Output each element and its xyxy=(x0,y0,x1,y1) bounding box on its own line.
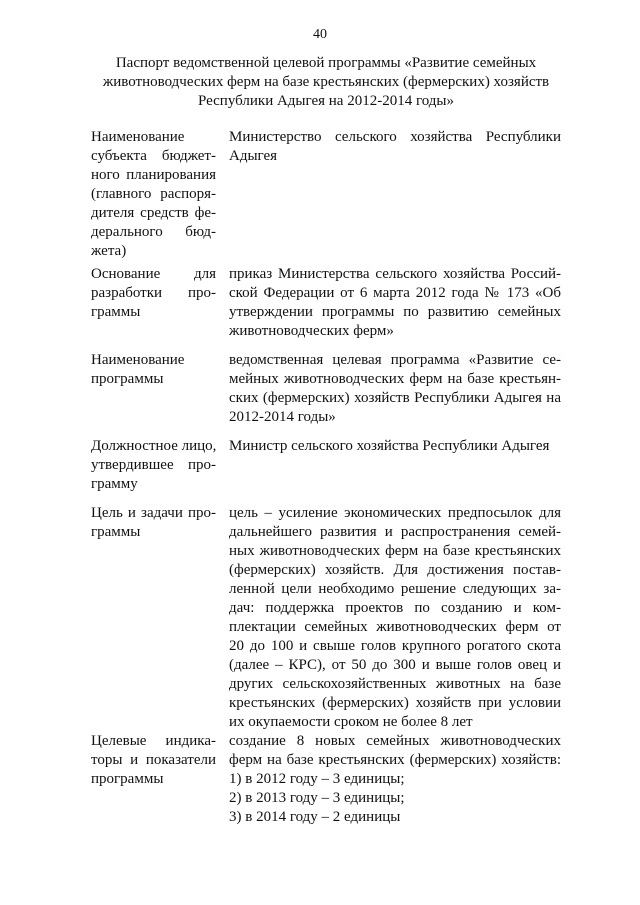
value-line: ских (фермерских) хозяйств Республики Адыгея на xyxy=(229,390,561,406)
value-line: ферм на базе крестьянских (фермерских) хозяйств: xyxy=(229,752,561,768)
value-line: 2) в 2013 году – 3 единицы; xyxy=(229,790,405,806)
label-line: Основание для xyxy=(91,266,216,282)
label-line: граммы xyxy=(91,304,141,320)
label-line: Целевые индика- xyxy=(91,733,216,749)
page-number: 40 xyxy=(313,27,327,42)
label-line: утвердившее про- xyxy=(91,457,216,473)
value-line: ской Федерации от 6 марта 2012 года № 173 «Об xyxy=(229,285,561,301)
value-line: крестьянских (фермерских) хозяйств при условии xyxy=(229,695,561,711)
row-label xyxy=(91,437,216,494)
row-value xyxy=(229,351,561,427)
document-title xyxy=(92,54,560,111)
label-line: грамму xyxy=(91,476,138,492)
value-line: дач: поддержка проектов по созданию и ком- xyxy=(229,600,561,616)
row-label xyxy=(91,265,216,322)
label-line: дителя средств фе- xyxy=(91,205,216,221)
label-line: программы xyxy=(91,771,164,787)
value-line: создание 8 новых семейных животноводческих xyxy=(229,733,561,749)
label-line: жета) xyxy=(91,243,127,259)
row-value xyxy=(229,265,561,341)
label-line: (главного распоря- xyxy=(91,186,216,202)
label-line: разработки про- xyxy=(91,285,216,301)
row-value xyxy=(229,732,561,827)
label-line: субъекта бюджет- xyxy=(91,148,216,164)
row-value xyxy=(229,437,561,456)
label-line: дерального бюд- xyxy=(91,224,216,240)
value-line: других сельскохозяйственных животных на базе xyxy=(229,676,561,692)
value-line: Адыгея xyxy=(229,148,278,164)
value-line: дальнейшего развития и распространения семей- xyxy=(229,524,561,540)
value-line: их окупаемости сроком не более 8 лет xyxy=(229,714,473,730)
value-line: ленной цели необходимо решение следующих за- xyxy=(229,581,561,597)
row-label xyxy=(91,128,216,261)
label-line: Цель и задачи про- xyxy=(91,505,216,521)
value-line: ных животноводческих ферм на базе крестьянских xyxy=(229,543,561,559)
label-line: Наименование xyxy=(91,352,185,368)
label-line: торы и показатели xyxy=(91,752,216,768)
value-line: плектации семейных животноводческих ферм от xyxy=(229,619,561,635)
value-line: приказ Министерства сельского хозяйства Россий- xyxy=(229,266,561,282)
value-line: 2012-2014 годы» xyxy=(229,409,336,425)
label-line: ного планирования xyxy=(91,167,216,183)
value-line: животноводческих ферм» xyxy=(229,323,394,339)
value-line: цель – усиление экономических предпосылок для xyxy=(229,505,561,521)
label-line: Должностное лицо, xyxy=(91,438,217,454)
value-line: ведомственная целевая программа «Развитие се- xyxy=(229,352,561,368)
row-value xyxy=(229,128,561,166)
row-value xyxy=(229,504,561,732)
row-label xyxy=(91,351,216,389)
title-line: животноводческих ферм на базе крестьянских (фермерских) хозяйств xyxy=(102,74,550,90)
title-line: Республики Адыгея на 2012-2014 годы» xyxy=(197,93,455,109)
label-line: программы xyxy=(91,371,164,387)
value-line: (далее – КРС), от 50 до 300 и выше голов овец и xyxy=(229,657,561,673)
value-line: 20 до 100 и свыше голов крупного рогатого скота xyxy=(229,638,561,654)
title-line: Паспорт ведомственной целевой программы «Развитие семейных xyxy=(115,55,537,71)
row-label xyxy=(91,504,216,542)
value-line: (фермерских) хозяйств. Для достижения постав- xyxy=(229,562,561,578)
row-label xyxy=(91,732,216,789)
value-line: Министерство сельского хозяйства Республики xyxy=(229,129,561,145)
value-line: 1) в 2012 году – 3 единицы; xyxy=(229,771,405,787)
value-line: утверждении программы по развитию семейных xyxy=(229,304,561,320)
value-line: мейных животноводческих ферм на базе крестьян- xyxy=(229,371,561,387)
label-line: Наименование xyxy=(91,129,185,145)
value-line: 3) в 2014 году – 2 единицы xyxy=(229,809,401,825)
value-line: Министр сельского хозяйства Республики Адыгея xyxy=(229,438,550,454)
label-line: граммы xyxy=(91,524,141,540)
